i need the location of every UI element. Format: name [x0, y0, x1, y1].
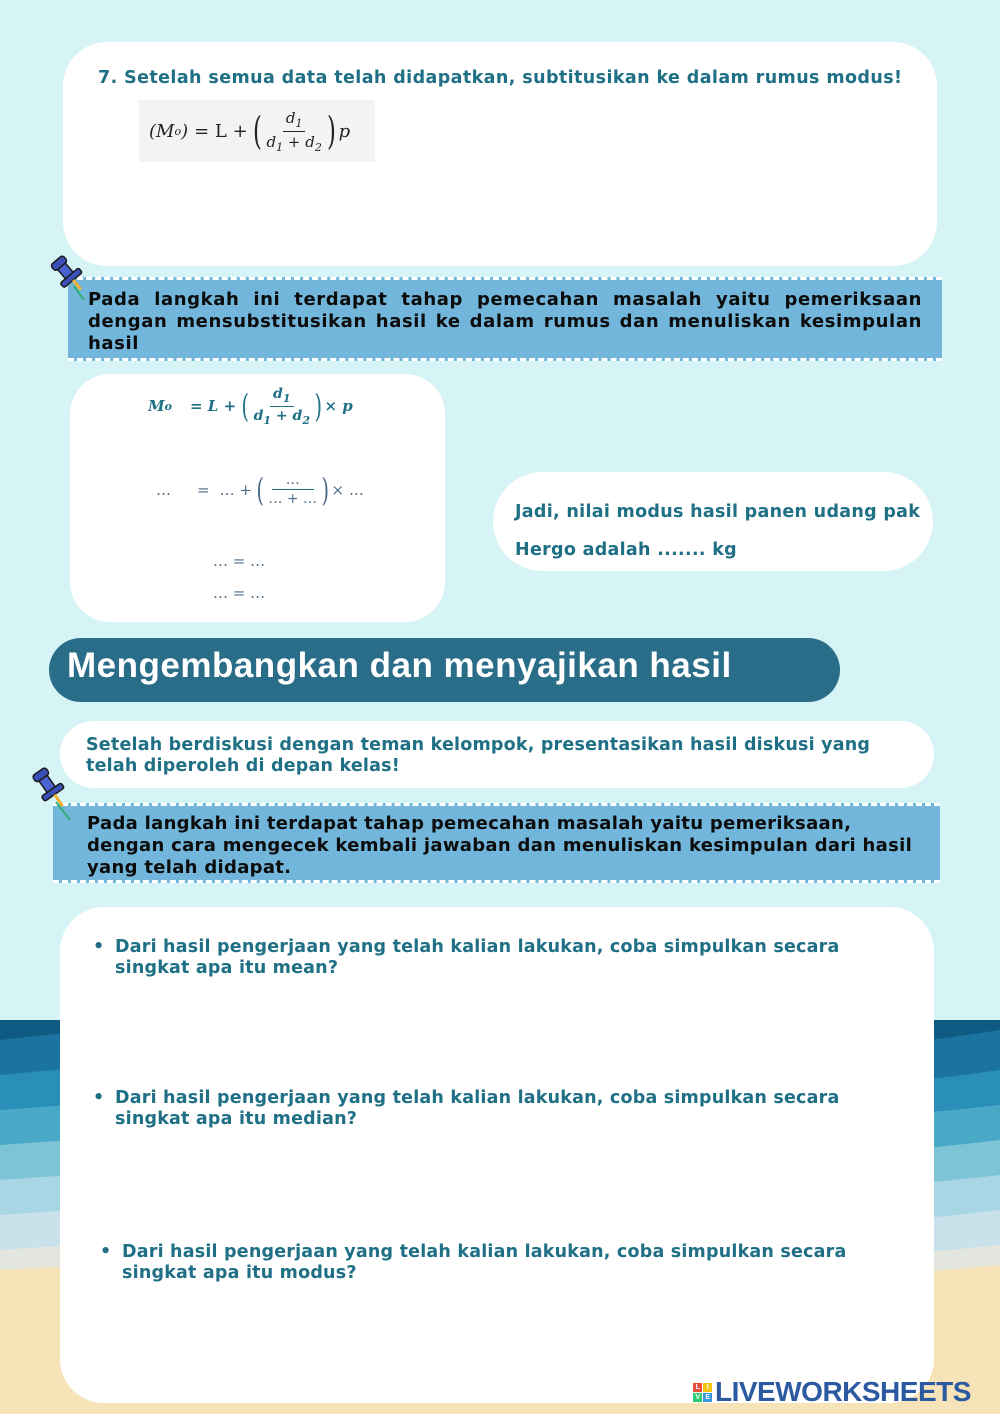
questions-card	[60, 907, 934, 1403]
pushpin-icon	[30, 764, 78, 824]
section-title: Mengembangkan dan menyajikan hasil	[49, 638, 840, 702]
calc-result-line: … = …	[213, 552, 266, 570]
calc-final-line: … = …	[213, 584, 266, 602]
mode-formula: (M o ) = L + ( $\frac{d_1}{d_1 + d_2}$ ) p	[139, 100, 375, 162]
calc-substitution-line: … = … + ( $\frac{\dots}{\dots + \dots}$ ) × …	[156, 470, 364, 509]
question-modus: • Dari hasil pengerjaan yang telah kalian lakukan, coba simpulkan secara singkat apa itu modus?	[100, 1242, 860, 1284]
step7-question: 7. Setelah semua data telah didapatkan, subtitusikan ke dalam rumus modus!	[98, 68, 903, 88]
question-mean: • Dari hasil pengerjaan yang telah kalian lakukan, coba simpulkan secara singkat apa itu mean?	[93, 937, 853, 979]
conclusion-text: Jadi, nilai modus hasil panen udang pak Hergo adalah ....... kg	[515, 502, 921, 560]
calc-formula-line: M o = L + ( $\frac{d_1}{d_1 + d_2}$ ) × p	[148, 386, 353, 427]
liveworksheets-logo-icon: L I V E	[693, 1383, 712, 1402]
pushpin-icon	[48, 252, 96, 304]
presentation-instruction: Setelah berdiskusi dengan teman kelompok, presentasikan hasil diskusi yang telah diperoleh di depan kelas!	[86, 735, 871, 776]
question-median: • Dari hasil pengerjaan yang telah kalian lakukan, coba simpulkan secara singkat apa itu median?	[93, 1088, 853, 1130]
liveworksheets-logo: L I V E LIVEWORKSHEETS	[693, 1376, 971, 1408]
note-verification: Pada langkah ini terdapat tahap pemecahan masalah yaitu pemeriksaan, dengan cara mengecek kembali jawaban dan menuliskan kesimpulan dari hasil yang telah didapat.	[53, 803, 940, 883]
mode-fraction: $\frac{d_1}{d_1 + d_2}$	[266, 108, 322, 154]
note-substitution: Pada langkah ini terdapat tahap pemecahan masalah yaitu pemeriksaan dengan mensubstitusikan hasil ke dalam rumus dan menuliskan kesimpulan hasil	[68, 277, 942, 361]
